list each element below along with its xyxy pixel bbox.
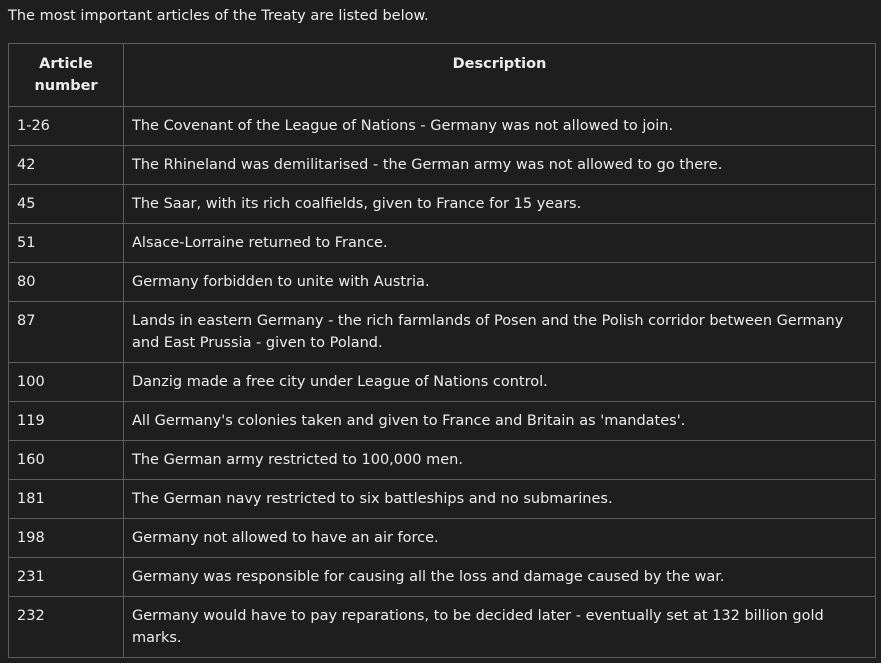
description-cell: Germany would have to pay reparations, to be decided later - eventually set at 132 billion gold marks. xyxy=(124,597,876,658)
description-cell: The Rhineland was demilitarised - the German army was not allowed to go there. xyxy=(124,146,876,185)
description-cell: All Germany's colonies taken and given to France and Britain as 'mandates'. xyxy=(124,402,876,441)
article-number-cell: 51 xyxy=(9,224,124,263)
description-cell: Lands in eastern Germany - the rich farmlands of Posen and the Polish corridor between Germany and East Prussia - given to Poland. xyxy=(124,302,876,363)
table-row xyxy=(9,402,876,441)
article-number-cell: 232 xyxy=(9,597,124,658)
article-number-cell: 42 xyxy=(9,146,124,185)
table-row xyxy=(9,558,876,597)
table-row xyxy=(9,441,876,480)
article-number-cell: 198 xyxy=(9,519,124,558)
table-row xyxy=(9,480,876,519)
article-number-cell: 160 xyxy=(9,441,124,480)
description-cell: Germany forbidden to unite with Austria. xyxy=(124,263,876,302)
description-cell: The German army restricted to 100,000 men. xyxy=(124,441,876,480)
header-description: Description xyxy=(124,44,876,107)
description-cell: The Saar, with its rich coalfields, given to France for 15 years. xyxy=(124,185,876,224)
intro-text: The most important articles of the Treaty are listed below. xyxy=(8,8,429,24)
description-cell: Germany was responsible for causing all the loss and damage caused by the war. xyxy=(124,558,876,597)
article-number-cell: 181 xyxy=(9,480,124,519)
description-cell: Germany not allowed to have an air force. xyxy=(124,519,876,558)
table-row xyxy=(9,519,876,558)
description-cell: Danzig made a free city under League of Nations control. xyxy=(124,363,876,402)
table-row xyxy=(9,302,876,363)
table-body xyxy=(9,107,876,658)
treaty-articles-table xyxy=(8,43,876,658)
article-number-cell: 231 xyxy=(9,558,124,597)
article-number-cell: 45 xyxy=(9,185,124,224)
description-cell: Alsace-Lorraine returned to France. xyxy=(124,224,876,263)
table-row xyxy=(9,363,876,402)
table-row xyxy=(9,224,876,263)
article-number-cell: 1-26 xyxy=(9,107,124,146)
table-header xyxy=(9,44,876,107)
article-number-cell: 100 xyxy=(9,363,124,402)
header-article-number: Article number xyxy=(9,44,124,107)
description-cell: The Covenant of the League of Nations - Germany was not allowed to join. xyxy=(124,107,876,146)
table-row xyxy=(9,597,876,658)
header-row xyxy=(9,44,876,107)
article-number-cell: 80 xyxy=(9,263,124,302)
description-cell: The German navy restricted to six battleships and no submarines. xyxy=(124,480,876,519)
table-row xyxy=(9,146,876,185)
article-number-cell: 87 xyxy=(9,302,124,363)
article-number-cell: 119 xyxy=(9,402,124,441)
table-row xyxy=(9,107,876,146)
table-row xyxy=(9,263,876,302)
table-row xyxy=(9,185,876,224)
